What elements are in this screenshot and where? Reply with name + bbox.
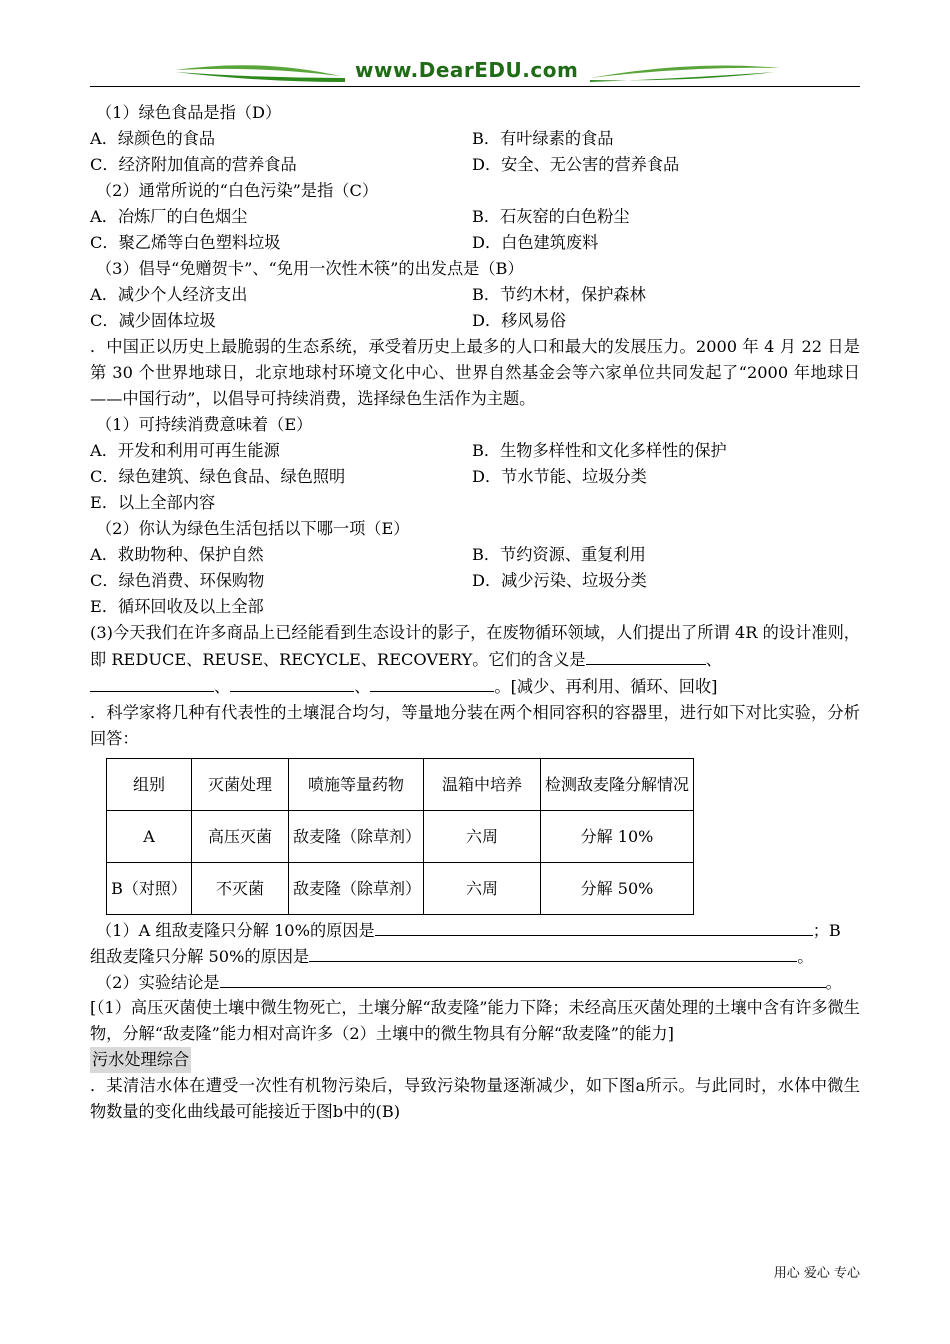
table-cell: 敌麦隆（除草剂） — [289, 863, 424, 915]
q1-3-stem: （3）倡导“免赠贺卡”、“免用一次性木筷”的出发点是（B） — [96, 259, 524, 278]
q3-1b-end: 。 — [797, 947, 814, 966]
section-heading — [90, 1047, 860, 1073]
table-header-cell: 检测敌麦隆分解情况 — [541, 759, 694, 811]
q3-answer: [（1）高压灭菌使土壤中微生物死亡，土壤分解“敌麦隆”能力下降；未经高压灭菌处理的土壤中含有许多微生物，分解“敌麦隆”能力相对高许多（2）土壤中的微生物具有分解“敌麦隆”的能力] — [90, 998, 860, 1043]
answer-blank — [375, 917, 813, 936]
page-header — [90, 56, 860, 90]
table-header-cell: 灭菌处理 — [192, 759, 289, 811]
q3-1-line1 — [90, 917, 860, 943]
q3-intro: ．科学家将几种有代表性的土壤混合均匀，等量地分装在两个相同容积的容器里，进行如下对比实验，分析回答： — [90, 703, 860, 748]
q2-2-options-ab — [90, 542, 860, 568]
table-row — [107, 811, 694, 863]
table-cell: 六周 — [424, 863, 541, 915]
answer-blank — [90, 673, 214, 692]
option: A．减少个人经济支出 — [90, 285, 248, 304]
option: B．生物多样性和文化多样性的保护 — [472, 441, 727, 460]
table-header-row — [107, 759, 694, 811]
table-cell: 不灭菌 — [192, 863, 289, 915]
q3-2-end: 。 — [825, 973, 842, 992]
q3-1b-prompt: 组敌麦隆只分解 50%的原因是 — [90, 947, 310, 966]
option: C．绿色消费、环保购物 — [90, 571, 265, 590]
option: D．安全、无公害的营养食品 — [472, 155, 680, 174]
page-footer: 用心 爱心 专心 — [773, 1266, 860, 1281]
table-cell: 高压灭菌 — [192, 811, 289, 863]
section-label: 污水处理综合 — [90, 1047, 191, 1073]
option: C．减少固体垃圾 — [90, 311, 216, 330]
table-cell: 六周 — [424, 811, 541, 863]
table-header-cell: 组别 — [107, 759, 192, 811]
q3-2-line — [90, 969, 860, 995]
end: 。 — [494, 677, 511, 696]
q2-2-stem: （2）你认为绿色生活包括以下哪一项（E） — [96, 519, 410, 538]
q4-text: ．某清洁水体在遭受一次性有机物污染后，导致污染物量逐渐减少，如下图a所示。与此同时，水体中微生物数量的变化曲线最可能接近于图b中的(B) — [90, 1076, 860, 1121]
table-cell: 敌麦隆（除草剂） — [289, 811, 424, 863]
table-header-cell: 温箱中培养 — [424, 759, 541, 811]
option: A．绿颜色的食品 — [90, 129, 216, 148]
q3-1-prompt: （1）A 组敌麦隆只分解 10%的原因是 — [96, 921, 375, 940]
q1-3-options-ab — [90, 282, 860, 308]
table-header-cell: 喷施等量药物 — [289, 759, 424, 811]
q1-1-options-ab — [90, 126, 860, 152]
sep: 、 — [354, 677, 371, 696]
answer-blank — [230, 673, 354, 692]
q3-1-line2 — [90, 943, 860, 969]
q2-intro: ．中国正以历史上最脆弱的生态系统，承受着历史上最多的人口和最大的发展压力。2000 年 4 月 22 日是第 30 个世界地球日，北京地球村环境文化中心、世界自然基金会等六家单位共同发起了“2000 年地球日——中国行动”，以倡导可持续消费，选择绿色生活作为主题。 — [90, 337, 860, 408]
option: E．以上全部内容 — [90, 493, 216, 512]
q1-1-options-cd — [90, 152, 860, 178]
experiment-table — [106, 758, 694, 915]
q2-3-prompt: (3)今天我们在许多商品上已经能看到生态设计的影子，在废物循环领域，人们提出了所谓 4R 的设计准则，即 REDUCE、REUSE、RECYCLE、RECOVERY。它们的含义是 — [90, 623, 860, 669]
sep: 、 — [214, 677, 231, 696]
q2-1-options-cd — [90, 464, 860, 490]
sep: 、 — [705, 650, 722, 669]
answer-blank — [586, 646, 706, 665]
option: A．冶炼厂的白色烟尘 — [90, 207, 248, 226]
option: C．经济附加值高的营养食品 — [90, 155, 297, 174]
option: D．节水节能、垃圾分类 — [472, 467, 647, 486]
q1-1-stem: （1）绿色食品是指（D） — [96, 103, 282, 122]
q1-2-options-ab — [90, 204, 860, 230]
option: B．节约资源、重复利用 — [472, 545, 646, 564]
site-logo-text: www.DearEDU.com — [355, 58, 579, 82]
option: A．救助物种、保护自然 — [90, 545, 264, 564]
document-body — [90, 100, 860, 1125]
option: C．绿色建筑、绿色食品、绿色照明 — [90, 467, 346, 486]
option: B．石灰窑的白色粉尘 — [472, 207, 630, 226]
q2-3-answer: [减少、再利用、循环、回收] — [510, 677, 718, 696]
option: D．减少污染、垃圾分类 — [472, 571, 647, 590]
option: C．聚乙烯等白色塑料垃圾 — [90, 233, 281, 252]
q1-3-options-cd — [90, 308, 860, 334]
q2-2-options-cd — [90, 568, 860, 594]
option: E．循环回收及以上全部 — [90, 597, 264, 616]
table-cell: A — [107, 811, 192, 863]
q2-1-options-ab — [90, 438, 860, 464]
answer-blank — [220, 969, 826, 988]
option: D．移风易俗 — [472, 311, 566, 330]
q2-3-text — [90, 620, 860, 700]
option: B．有叶绿素的食品 — [472, 129, 614, 148]
table-cell: B（对照） — [107, 863, 192, 915]
q3-2-prompt: （2）实验结论是 — [96, 973, 220, 992]
option: D．白色建筑废料 — [472, 233, 599, 252]
answer-blank — [309, 943, 797, 962]
q1-2-stem: （2）通常所说的“白色污染”是指（C） — [96, 181, 379, 200]
option: A．开发和利用可再生能源 — [90, 441, 280, 460]
table-row — [107, 863, 694, 915]
table-cell: 分解 50% — [541, 863, 694, 915]
header-rule — [90, 86, 860, 87]
answer-blank — [370, 673, 494, 692]
table-cell: 分解 10% — [541, 811, 694, 863]
q3-1-suffix: ；B — [812, 921, 841, 940]
option: B．节约木材，保护森林 — [472, 285, 646, 304]
q2-1-stem: （1）可持续消费意味着（E） — [96, 415, 313, 434]
q1-2-options-cd — [90, 230, 860, 256]
